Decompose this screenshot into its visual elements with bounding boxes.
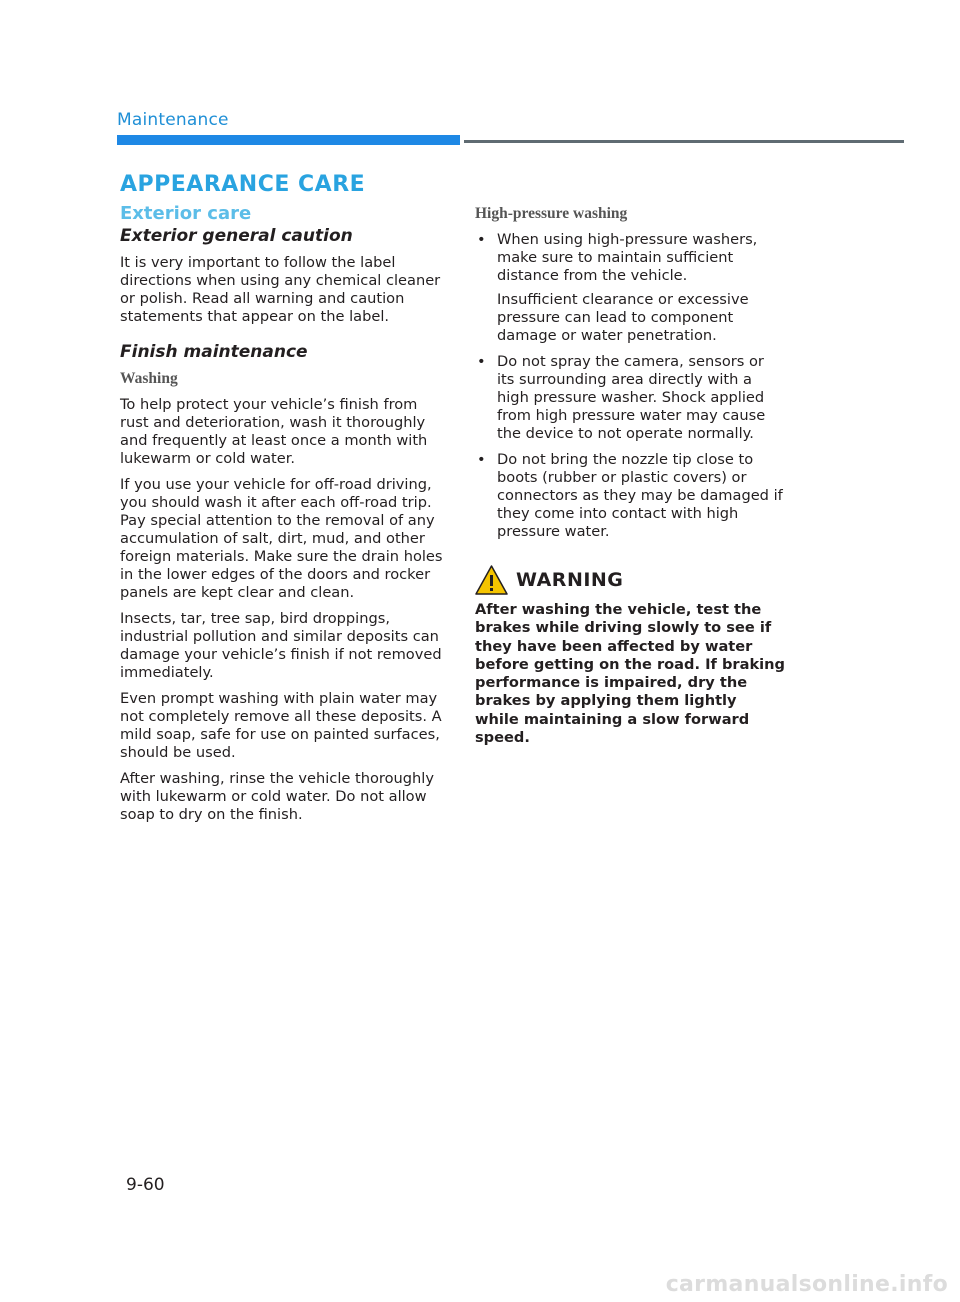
warning-title: WARNING: [516, 569, 624, 591]
high-pressure-washing-heading: High-pressure washing: [475, 205, 628, 222]
bullet-text: Do not bring the nozzle tip close to boots (rubber or plastic covers) or connectors as they may be damaged if they come into contact with high pressure water.: [497, 451, 783, 540]
list-item: [475, 451, 785, 541]
washing-paragraph: Insects, tar, tree sap, bird droppings, industrial pollution and similar deposits can damage your vehicle’s finish if not removed immediately.: [120, 610, 442, 681]
finish-maintenance-heading: Finish maintenance: [120, 342, 308, 362]
warning-text: After washing the vehicle, test the brakes while driving slowly to see if they have been affected by water before getting on the road. If braking performance is impaired, dry the brakes by applying them lightly while maintaining a slow forward speed.: [475, 601, 785, 747]
washing-paragraph: If you use your vehicle for off-road driving, you should wash it after each off-road trip. Pay special attention to the removal of any accumulation of salt, dirt, mud, and other foreign materials. Make sure the drain holes in the lower edges of the doors and rocker panels are kept clear and clean.: [120, 476, 443, 601]
right-column: [475, 205, 785, 747]
list-item: [475, 231, 785, 345]
bullet-mark: •: [477, 231, 486, 248]
warning-triangle-icon: [475, 565, 508, 595]
bullet-extra-text: Insufficient clearance or excessive pressure can lead to component damage or water penetration.: [497, 291, 749, 344]
watermark: carmanualsonline.info: [665, 1272, 948, 1297]
high-pressure-bullet-list: [475, 231, 785, 541]
washing-paragraph: After washing, rinse the vehicle thoroughly with lukewarm or cold water. Do not allow soap to dry on the finish.: [120, 770, 434, 823]
bullet-text: Do not spray the camera, sensors or its surrounding area directly with a high pressure washer. Shock applied from high pressure water may cause the device to not operate normally.: [497, 353, 766, 442]
bullet-mark: •: [477, 353, 486, 370]
left-column: [120, 172, 445, 832]
warning-header: [475, 565, 785, 595]
general-caution-heading: Exterior general caution: [120, 226, 353, 246]
washing-paragraph: Even prompt washing with plain water may not completely remove all these deposits. A mild soap, safe for use on painted surfaces, should be used.: [120, 690, 442, 761]
general-caution-text: It is very important to follow the label directions when using any chemical cleaner or polish. Read all warning and caution statements that appear on the label.: [120, 254, 441, 325]
page-number: 9-60: [126, 1175, 165, 1195]
bullet-text: When using high-pressure washers, make sure to maintain sufficient distance from the vehicle.: [497, 231, 758, 284]
washing-paragraph: To help protect your vehicle’s finish from rust and deterioration, wash it thoroughly and frequently at least once a month with lukewarm or cold water.: [120, 396, 428, 467]
subsection-title: Exterior care: [120, 203, 252, 224]
bullet-mark: •: [477, 451, 486, 468]
running-header-section: Maintenance: [117, 110, 229, 130]
list-item: [475, 353, 785, 443]
header-rule-gray: [464, 140, 904, 143]
washing-heading: Washing: [120, 370, 178, 387]
page-title: APPEARANCE CARE: [120, 172, 366, 197]
header-rule-blue: [117, 135, 460, 145]
